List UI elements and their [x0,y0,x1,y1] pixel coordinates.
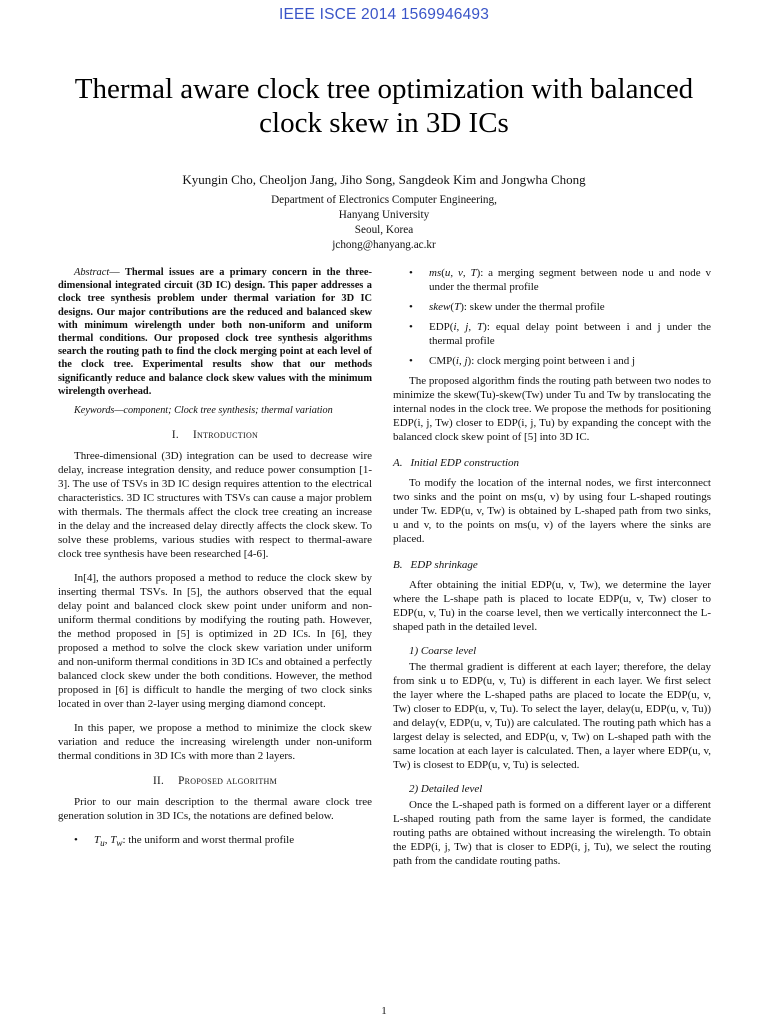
notation-list-left [58,833,372,850]
proposed-intro-paragraph: Prior to our main description to the thermal aware clock tree generation solution in 3D ICs, the notations are defined below. [58,796,372,823]
detailed-level-paragraph: Once the L-shaped path is formed on a different layer or a different L-shaped routing path from the same layer is formed, the candidate routing paths are obtained without increasing the wirelength. To obtain the EDP(i, j, Tw) that is closer to EDP(i, j, Tu), we select the routing path from the candidate routing paths. [393,799,711,867]
intro-paragraph-2: In[4], the authors proposed a method to reduce the clock skew by inserting thermal TSVs. In [5], the authors observed that the equal delay point and balanced clock skew point under uniform and non-uniform thermal conditions by modifying the routing path. However, the method proposed in [5] is optimized in 2D ICs. In [6], they proposed a method to solve the clock skew variation under uniform and non-uniform thermal conditions in 3D ICs and obtained a perfectly balanced clock skew under the both conditions. However, the method proposed in [6] is difficult to handle the merging of two clock sinks located in over than 2-layer using merging diamond concept. [58,572,372,711]
title-line-1: Thermal aware clock tree optimization with balanced [74,73,694,105]
conference-id-header: IEEE ISCE 2014 1569946493 [278,6,490,23]
notation-list-right [393,266,711,368]
section-title: Proposed algorithm [178,775,278,788]
subsubsection-heading-coarse-level: 1) Coarse level [409,645,477,657]
notation-item-cmp: • CMP(i, j): clock merging point between i and j [393,354,711,368]
keywords: Keywords—component; Clock tree synthesis; thermal variation [74,405,333,417]
notation-item-edp: • EDP(i, j, T): equal delay point between i and j under the thermal profile [393,320,711,348]
edp-shrinkage-paragraph: After obtaining the initial EDP(u, v, Tw), we determine the layer where the L-shape path is placed to locate EDP(u, v, Tw) closer to EDP(u, v, Tu) in the coarse level, then we vertically interconnect the L-shaped path in the detailed level. [393,579,711,633]
subsection-heading-edp-shrinkage: B. EDP shrinkage [393,559,478,571]
coarse-level-paragraph: The thermal gradient is different at each layer; therefore, the delay from sink u to EDP(u, v, Tu) is different in each layer. We first select the layer where the L-shaped paths are placed to locate the EDP(u, v, Tw) closer to EDP(u, v, Tu). To select the layer, delay(u, EDP(u, v, Tu)) and delay(v, EDP(u, v, Tu)) are calculated. The routing path which has a largest delay is selected, and EDP(u, v, Tw) on L-shaped path with the same location at each layer is calculated. Then, a layer where EDP(u, v, Tw) is closest to EDP(u, v, Tu) is selected. [393,661,711,771]
section-title: Introduction [193,429,259,442]
affiliation-email: jchong@hanyang.ac.kr [332,239,436,251]
subsubsection-heading-detailed-level: 2) Detailed level [409,783,483,795]
initial-edp-paragraph: To modify the location of the internal nodes, we first interconnect two sinks and the point on ms(u, v) by using four L-shaped routings under Tw. EDP(u, v, Tw) is obtained by L-shaped path from two sinks, u and v, to the points on ms(u, v) of the layers where the sinks are placed. [393,477,711,545]
author-list: Kyungin Cho, Cheoljon Jang, Jiho Song, Sangdeok Kim and Jongwha Chong [182,172,586,187]
affiliation-department: Department of Electronics Computer Engineering, [271,194,497,206]
left-column [58,266,372,856]
algorithm-paragraph: The proposed algorithm finds the routing path between two nodes to minimize the skew(Tu)-skew(Tw) under Tu and Tw by translocating the internal nodes in the clock tree. We propose the methods for positioning EDP(i, j, Tw) closer to EDP(i, j, Tu) by expanding the concept with the balanced clock skew point of [5] into 3D IC. [393,375,711,443]
abstract-dash: — [109,267,125,278]
page-number: 1 [381,1005,387,1017]
section-heading-proposed-algorithm [58,774,372,788]
abstract-body: Thermal issues are a primary concern in the three-dimensional integrated circuit (3D IC) design. This paper addresses a clock tree synthesis problem under thermal variation for 3D IC designs. Our major contributions are the reduced and balanced skew with minimum wirelength under both non-uniform and uniform thermal conditions. Our proposed clock tree synthesis algorithms search the routing path to find the clock merging point at each level of the clock tree. Experimental results show that our methods significantly reduce and balance clock skew values with the minimum wirelength overhead. [58,267,372,397]
right-column [393,266,711,868]
affiliation-city: Seoul, Korea [354,224,414,236]
affiliation-block [40,193,728,253]
intro-paragraph-1: Three-dimensional (3D) integration can be used to decrease wire delay, increase integration density, and reduce power consumption [1-3]. The use of TSVs in 3D IC design requires attention to the electrical characteristics. 3D IC structures with TSVs can cause a major problem with thermals. The thermals affect the clock tree creating an increase in the delay and the increased delay directly affects the clock skew. To solve these problems, various studies with respect to thermal-aware clock tree synthesis have been researched [4-6]. [58,450,372,561]
section-number: I. [171,429,179,442]
intro-paragraph-3: In this paper, we propose a method to minimize the clock skew variation and reduce the increasing wirelength under non-uniform thermal conditions in 3D ICs with more than 2 layers. [58,722,372,763]
affiliation-university: Hanyang University [338,209,430,221]
notation-item-merging-segment: • ms(u, v, T): a merging segment between node u and node v under the thermal profile [393,266,711,294]
notation-item-thermal-profile: • $T_u$, $T_w$: the uniform and worst thermal profile [58,833,372,850]
paper-title [40,72,728,140]
section-number: II. [152,775,165,788]
abstract [58,266,372,398]
section-heading-introduction [58,428,372,442]
subsection-heading-initial-edp: A. Initial EDP construction [393,457,520,469]
notation-item-skew: • skew(T): skew under the thermal profile [393,300,711,314]
title-line-2: clock skew in 3D ICs [259,107,509,139]
abstract-label: Abstract [74,267,110,278]
